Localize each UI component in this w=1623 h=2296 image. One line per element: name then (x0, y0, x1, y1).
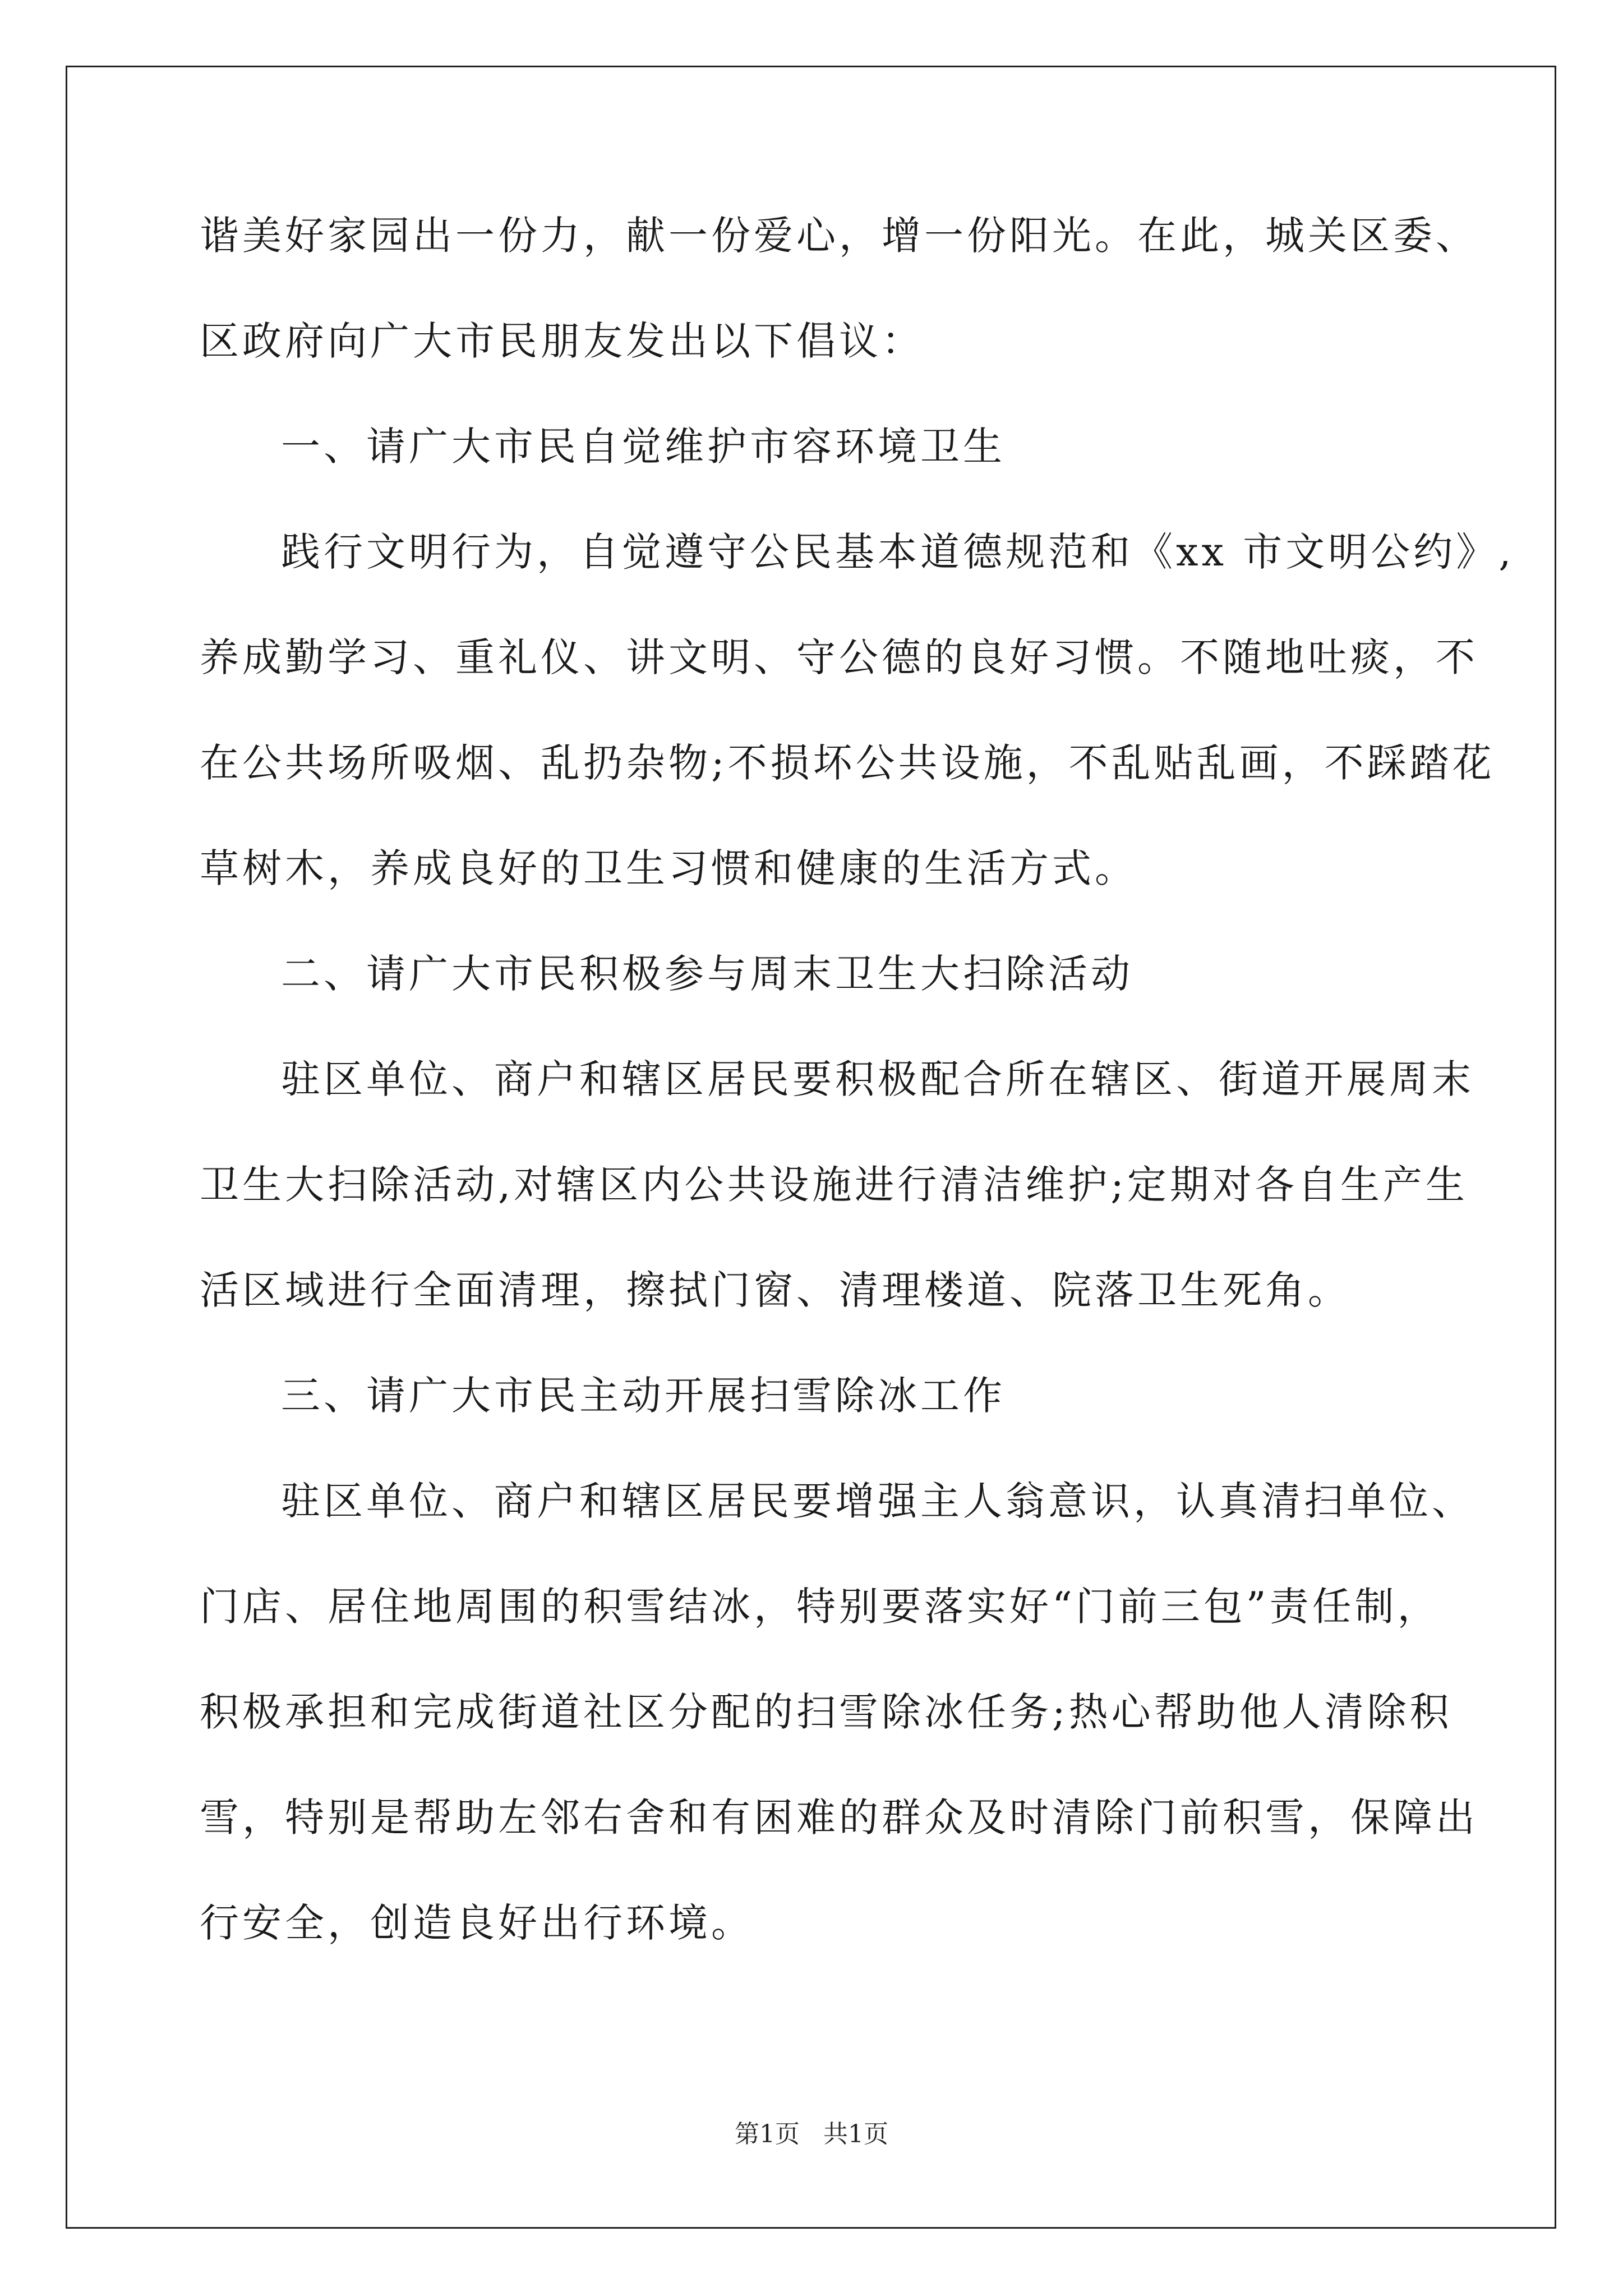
page-total: 共1页 (823, 2120, 888, 2148)
text-line: 在公共场所吸烟、乱扔杂物;不损坏公共设施，不乱贴乱画，不踩踏花 (200, 740, 1495, 786)
text-line: 践行文明行为，自觉遵守公民基本道德规范和《xx 市文明公约》, (281, 529, 1515, 575)
text-line: 区政府向广大市民朋友发出以下倡议： (200, 318, 924, 364)
section-heading-2: 二、请广大市民积极参与周末卫生大扫除活动 (281, 951, 1133, 997)
text-line: 养成勤学习、重礼仪、讲文明、守公德的良好习惯。不随地吐痰，不 (200, 634, 1478, 680)
text-line: 驻区单位、商户和辖区居民要增强主人翁意识，认真清扫单位、 (281, 1478, 1474, 1524)
page-number: 第1页 (735, 2120, 800, 2148)
text-line: 谐美好家园出一份力，献一份爱心，增一份阳光。在此，城关区委、 (200, 213, 1478, 259)
text-line: 驻区单位、商户和辖区居民要积极配合所在辖区、街道开展周末 (281, 1056, 1474, 1102)
text-line: 活区域进行全面清理，擦拭门窗、清理楼道、院落卫生死角。 (200, 1267, 1350, 1313)
text-line: 行安全，创造良好出行环境。 (200, 1900, 754, 1946)
section-heading-1: 一、请广大市民自觉维护市容环境卫生 (281, 424, 1006, 470)
text-line: 草树木，养成良好的卫生习惯和健康的生活方式。 (200, 845, 1137, 891)
section-heading-3: 三、请广大市民主动开展扫雪除冰工作 (281, 1373, 1006, 1419)
text-line: 门店、居住地周围的积雪结冰，特别要落实好“门前三包”责任制， (200, 1584, 1440, 1630)
text-line: 积极承担和完成街道社区分配的扫雪除冰任务;热心帮助他人清除积 (200, 1689, 1453, 1735)
text-line: 卫生大扫除活动,对辖区内公共设施进行清洁维护;定期对各自生产生 (200, 1162, 1468, 1208)
text-line: 雪，特别是帮助左邻右舍和有困难的群众及时清除门前积雪，保障出 (200, 1795, 1478, 1841)
page-footer (0, 2118, 1623, 2151)
